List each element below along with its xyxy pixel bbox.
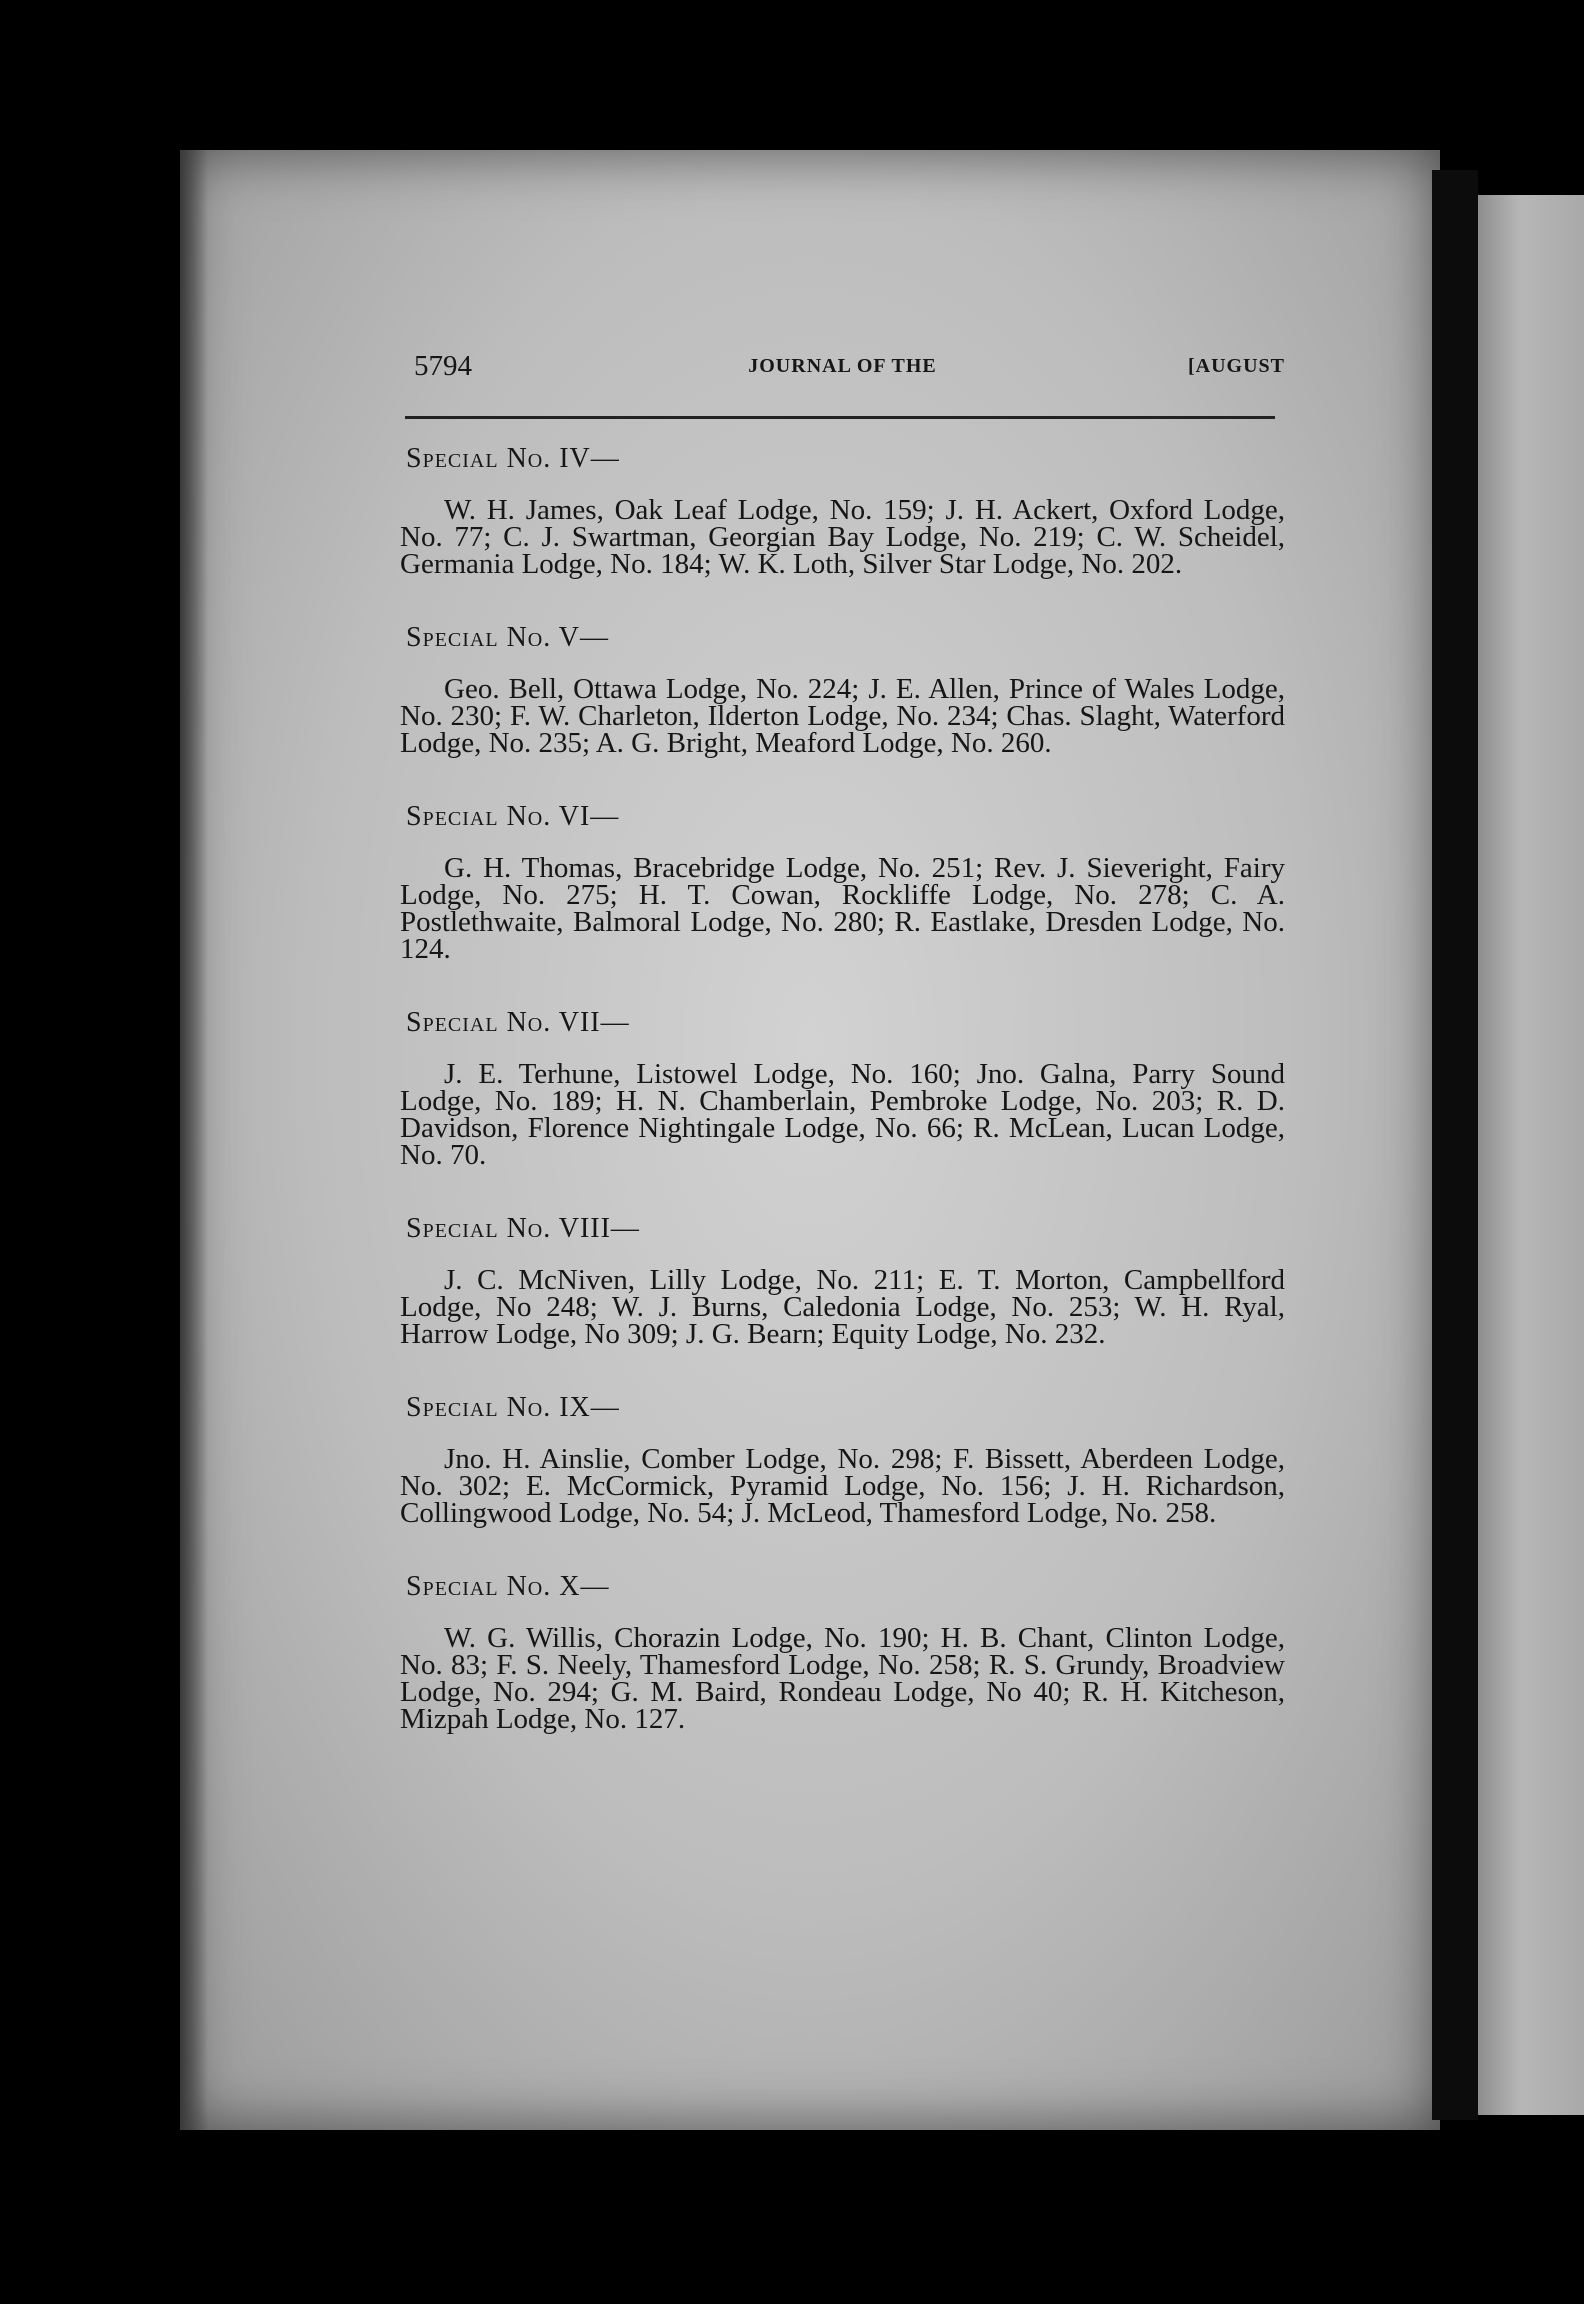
running-title: JOURNAL OF THE — [748, 355, 937, 377]
section-special-x — [400, 1571, 1285, 1733]
section-special-iv — [400, 443, 1285, 578]
page-content — [400, 350, 1285, 1777]
section-heading: Special No. V— — [406, 622, 609, 653]
section-body: Geo. Bell, Ottawa Lodge, No. 224; J. E. Allen, Prince of Wales Lodge, No. 230; F. W. Charleton, Ilderton Lodge, No. 234; Chas. Slaght, Waterford Lodge, No. 235; A. G. Bright, Meaford Lodge, No. 260. — [400, 673, 1285, 759]
section-heading: Special No. VI— — [406, 801, 620, 832]
section-heading: Special No. IV— — [406, 443, 620, 474]
header-rule — [405, 416, 1275, 419]
section-special-vi — [400, 801, 1285, 963]
section-heading: Special No. VII— — [406, 1007, 630, 1038]
section-body: J. C. McNiven, Lilly Lodge, No. 211; E. T. Morton, Campbellford Lodge, No 248; W. J. Burns, Caledonia Lodge, No. 253; W. H. Ryal, Harrow Lodge, No 309; J. G. Bearn; Equity Lodge, No. 232. — [400, 1264, 1285, 1350]
section-heading: Special No. X— — [406, 1571, 610, 1602]
facing-page-edge — [1478, 195, 1584, 2115]
page-number: 5794 — [414, 350, 472, 382]
section-body: Jno. H. Ainslie, Comber Lodge, No. 298; F. Bissett, Aberdeen Lodge, No. 302; E. McCormick, Pyramid Lodge, No. 156; J. H. Richardson, Collingwood Lodge, No. 54; J. McLeod, Thamesford Lodge, No. 258. — [400, 1443, 1285, 1529]
section-special-viii — [400, 1213, 1285, 1348]
section-body: W. G. Willis, Chorazin Lodge, No. 190; H. B. Chant, Clinton Lodge, No. 83; F. S. Neely, Thamesford Lodge, No. 258; R. S. Grundy, Broadview Lodge, No. 294; G. M. Baird, Rondeau Lodge, No 40; R. H. Kitcheson, Mizpah Lodge, No. 127. — [400, 1622, 1285, 1735]
section-body: G. H. Thomas, Bracebridge Lodge, No. 251; Rev. J. Sieveright, Fairy Lodge, No. 275; H. T. Cowan, Rockliffe Lodge, No. 278; C. A. Postlethwaite, Balmoral Lodge, No. 280; R. Eastlake, Dresden Lodge, No. 124. — [400, 852, 1285, 965]
section-heading: Special No. IX— — [406, 1392, 620, 1423]
page-edge-shadow — [180, 150, 208, 2130]
section-body: J. E. Terhune, Listowel Lodge, No. 160; Jno. Galna, Parry Sound Lodge, No. 189; H. N. Chamberlain, Pembroke Lodge, No. 203; R. D. Davidson, Florence Nightingale Lodge, No. 66; R. McLean, Lucan Lodge, No. 70. — [400, 1058, 1285, 1171]
section-special-v — [400, 622, 1285, 757]
header-month: [AUGUST — [1187, 355, 1285, 377]
book-spine-gutter — [1432, 170, 1478, 2120]
section-body: W. H. James, Oak Leaf Lodge, No. 159; J. H. Ackert, Oxford Lodge, No. 77; C. J. Swartman, Georgian Bay Lodge, No. 219; C. W. Scheidel, Germania Lodge, No. 184; W. K. Loth, Silver Star Lodge, No. 202. — [400, 494, 1285, 580]
page-header — [400, 350, 1285, 394]
section-special-vii — [400, 1007, 1285, 1169]
section-special-ix — [400, 1392, 1285, 1527]
section-heading: Special No. VIII— — [406, 1213, 640, 1244]
